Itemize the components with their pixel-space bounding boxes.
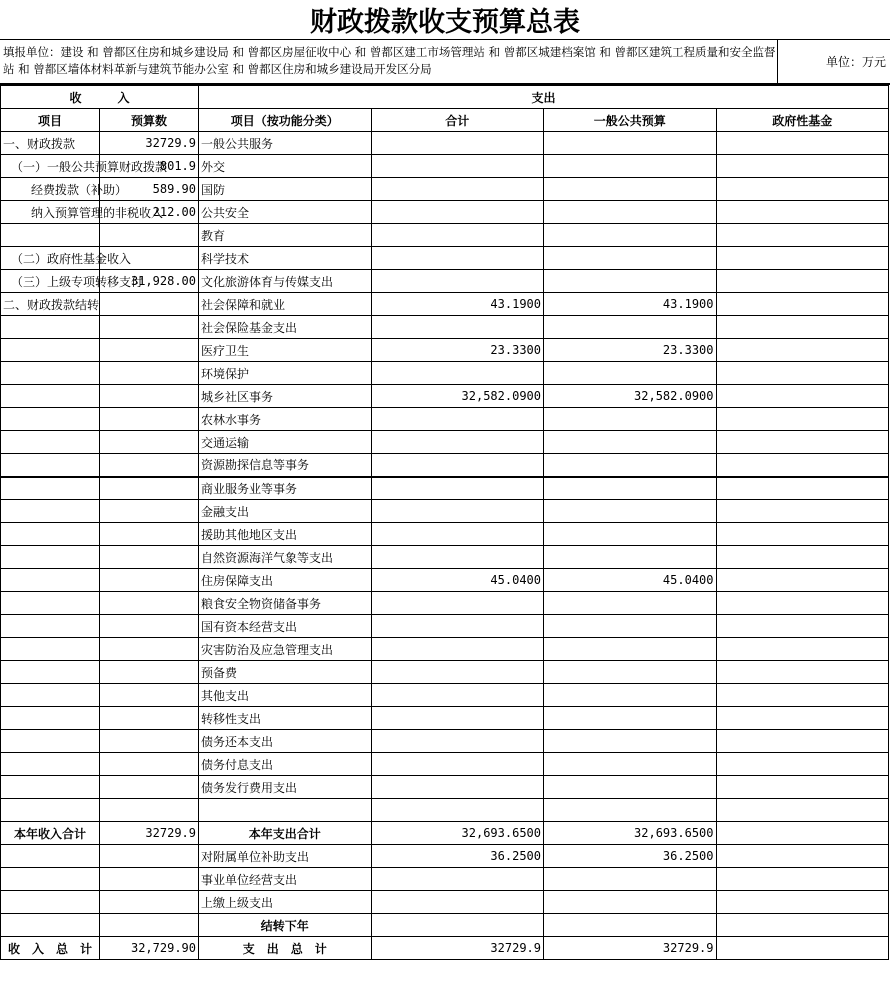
expense-general [544,224,717,247]
income-item [1,362,100,385]
income-item: （三）上级专项转移支付 [1,270,100,293]
expense-total [371,500,544,523]
income-item: （二）政府性基金收入 [1,247,100,270]
income-value [100,477,199,500]
expense-total [371,431,544,454]
col-general: 一般公共预算 [544,109,717,132]
income-item [1,500,100,523]
expense-general [544,178,717,201]
income-value [100,845,199,868]
expense-item: 事业单位经营支出 [199,868,372,891]
expense-general: 32,582.0900 [544,385,717,408]
income-value [100,638,199,661]
expense-total [371,477,544,500]
expense-total [371,546,544,569]
expense-total [371,362,544,385]
expense-item: 国有资本经营支出 [199,615,372,638]
income-value [100,730,199,753]
expense-item: 国防 [199,178,372,201]
expense-item: 转移性支出 [199,707,372,730]
expense-total [371,178,544,201]
expense-item: 债务发行费用支出 [199,776,372,799]
expense-general [544,523,717,546]
expense-item: 社会保障和就业 [199,293,372,316]
income-item [1,684,100,707]
income-item [1,569,100,592]
sheet-header [0,40,890,85]
income-item [1,615,100,638]
income-value [100,592,199,615]
income-value [100,569,199,592]
expense-general [544,201,717,224]
income-item [1,799,100,822]
expense-general [544,155,717,178]
col-func-item: 项目（按功能分类） [199,109,372,132]
grand-income-value: 32,729.90 [100,937,199,960]
income-item [1,592,100,615]
col-total: 合计 [371,109,544,132]
income-value: 32729.9 [100,132,199,155]
grand-expense-label: 支 出 总 计 [199,937,372,960]
expense-fund [716,316,889,339]
income-value [100,868,199,891]
expense-total [371,661,544,684]
col-item: 项目 [1,109,100,132]
expense-general: 43.1900 [544,293,717,316]
expense-fund [716,891,889,914]
income-value [100,799,199,822]
year-expense-general: 32,693.6500 [544,822,717,845]
income-item: 纳入预算管理的非税收入 [1,201,100,224]
carry-forward-label: 结转下年 [199,914,372,937]
table-row [1,500,889,523]
expense-fund [716,362,889,385]
expense-item: 金融支出 [199,500,372,523]
income-item: 经费拨款（补助） [1,178,100,201]
expense-fund [716,155,889,178]
table-row [1,293,889,316]
expense-item: 自然资源海洋气象等支出 [199,546,372,569]
income-item [1,385,100,408]
expense-item: 交通运输 [199,431,372,454]
expense-fund [716,477,889,500]
expense-general [544,891,717,914]
expense-item: 外交 [199,155,372,178]
expense-fund [716,385,889,408]
expense-total [371,224,544,247]
page-title: 财政拨款收支预算总表 [0,0,890,40]
expense-item: 住房保障支出 [199,569,372,592]
grand-total-row [1,937,889,960]
expense-total: 23.3300 [371,339,544,362]
year-total-row [1,822,889,845]
expense-item: 城乡社区事务 [199,385,372,408]
income-item [1,339,100,362]
expense-item: 上缴上级支出 [199,891,372,914]
expense-item: 农林水事务 [199,408,372,431]
expense-fund [716,270,889,293]
income-value: 31,928.00 [100,270,199,293]
income-item [1,316,100,339]
income-value [100,408,199,431]
section-income: 收 入 [1,86,199,109]
expense-item: 债务付息支出 [199,753,372,776]
income-item [1,730,100,753]
expense-total [371,592,544,615]
table-row [1,730,889,753]
table-row [1,592,889,615]
expense-item: 医疗卫生 [199,339,372,362]
income-item [1,891,100,914]
expense-fund [716,730,889,753]
table-row [1,339,889,362]
expense-general [544,500,717,523]
carry-forward-row [1,914,889,937]
expense-fund [716,845,889,868]
income-value [100,684,199,707]
expense-fund [716,753,889,776]
income-value [100,316,199,339]
expense-general [544,868,717,891]
income-item [1,638,100,661]
section-header-row [1,86,889,109]
expense-fund [716,500,889,523]
table-row [1,868,889,891]
expense-general [544,730,717,753]
expense-fund [716,707,889,730]
income-item [1,776,100,799]
income-value [100,523,199,546]
income-item: 二、财政拨款结转 [1,293,100,316]
expense-total [371,776,544,799]
expense-fund [716,638,889,661]
expense-item: 一般公共服务 [199,132,372,155]
grand-income-label: 收 入 总 计 [1,937,100,960]
table-row [1,385,889,408]
expense-item: 文化旅游体育与传媒支出 [199,270,372,293]
expense-total [371,523,544,546]
budget-table [0,85,889,960]
expense-fund [716,868,889,891]
expense-general [544,661,717,684]
col-fund: 政府性基金 [716,109,889,132]
income-value [100,385,199,408]
expense-total: 45.0400 [371,569,544,592]
expense-total [371,753,544,776]
expense-total: 36.2500 [371,845,544,868]
expense-total [371,155,544,178]
expense-item: 商业服务业等事务 [199,477,372,500]
table-row [1,753,889,776]
expense-total [371,730,544,753]
expense-general [544,615,717,638]
expense-item: 科学技术 [199,247,372,270]
expense-item: 粮食安全物资储备事务 [199,592,372,615]
income-item [1,546,100,569]
income-item [1,845,100,868]
expense-fund [716,592,889,615]
table-row [1,661,889,684]
expense-general [544,431,717,454]
expense-total [371,247,544,270]
income-value [100,546,199,569]
income-item [1,523,100,546]
expense-total [371,914,544,937]
section-expense: 支出 [199,86,889,109]
expense-general [544,477,717,500]
table-row [1,247,889,270]
table-row [1,270,889,293]
expense-general [544,799,717,822]
expense-general [544,707,717,730]
year-income-label: 本年收入合计 [1,822,100,845]
year-expense-fund [716,822,889,845]
expense-general [544,914,717,937]
income-value [100,454,199,477]
income-item [1,408,100,431]
expense-general [544,247,717,270]
expense-total [371,638,544,661]
income-item [1,454,100,477]
expense-total: 43.1900 [371,293,544,316]
expense-fund [716,776,889,799]
col-budget: 预算数 [100,109,199,132]
expense-general [544,132,717,155]
income-value: 589.90 [100,178,199,201]
expense-fund [716,684,889,707]
grand-expense-general: 32729.9 [544,937,717,960]
expense-fund [716,408,889,431]
expense-total [371,201,544,224]
income-value [100,224,199,247]
income-item [1,477,100,500]
expense-general [544,753,717,776]
income-value [100,431,199,454]
expense-general [544,454,717,477]
expense-item: 社会保险基金支出 [199,316,372,339]
grand-expense-total: 32729.9 [371,937,544,960]
expense-total [371,868,544,891]
table-row [1,546,889,569]
income-value [100,362,199,385]
table-row [1,316,889,339]
income-value [100,500,199,523]
table-row [1,615,889,638]
expense-fund [716,247,889,270]
expense-fund [716,224,889,247]
year-expense-total: 32,693.6500 [371,822,544,845]
expense-total [371,707,544,730]
expense-item: 公共安全 [199,201,372,224]
income-value [100,339,199,362]
expense-general [544,638,717,661]
column-header-row [1,109,889,132]
table-row [1,155,889,178]
income-value [100,891,199,914]
income-value [100,776,199,799]
expense-general [544,684,717,707]
table-row [1,454,889,477]
expense-total [371,316,544,339]
income-item [1,707,100,730]
expense-fund [716,799,889,822]
expense-general: 36.2500 [544,845,717,868]
grand-expense-fund [716,937,889,960]
income-item [1,753,100,776]
income-item [1,868,100,891]
income-item [1,914,100,937]
expense-item: 灾害防治及应急管理支出 [199,638,372,661]
expense-item: 环境保护 [199,362,372,385]
expense-fund [716,201,889,224]
table-row [1,707,889,730]
expense-general [544,592,717,615]
expense-fund [716,178,889,201]
expense-fund [716,454,889,477]
expense-fund [716,661,889,684]
expense-fund [716,569,889,592]
income-item [1,661,100,684]
income-value: 212.00 [100,201,199,224]
unit-label: 单位：万元 [825,55,886,69]
income-value [100,661,199,684]
expense-fund [716,523,889,546]
expense-general: 45.0400 [544,569,717,592]
expense-fund [716,293,889,316]
filing-unit: 填报单位：建设 和 曾都区住房和城乡建设局 和 曾都区房屋征收中心 和 曾都区建工市场管理站 和 曾都区城建档案馆 和 曾都区建筑工程质量和安全监督站 和 曾都区墙体材料革新与建筑节能办公室 和 曾都区住房和城乡建设局开发区分局 [0,40,778,83]
table-row [1,776,889,799]
expense-item: 援助其他地区支出 [199,523,372,546]
expense-item: 其他支出 [199,684,372,707]
expense-fund [716,339,889,362]
expense-total [371,799,544,822]
income-item [1,224,100,247]
table-row [1,684,889,707]
income-value [100,707,199,730]
expense-item: 预备费 [199,661,372,684]
table-row [1,431,889,454]
expense-fund [716,132,889,155]
expense-total [371,891,544,914]
table-row [1,178,889,201]
expense-general [544,362,717,385]
income-value [100,293,199,316]
table-row [1,362,889,385]
expense-item: 资源勘探信息等事务 [199,454,372,477]
income-value [100,753,199,776]
expense-general [544,546,717,569]
income-item: 一、财政拨款 [1,132,100,155]
expense-fund [716,431,889,454]
income-item: （一）一般公共预算财政拨款 [1,155,100,178]
expense-item: 教育 [199,224,372,247]
income-value: 801.9 [100,155,199,178]
expense-item: 债务还本支出 [199,730,372,753]
expense-fund [716,546,889,569]
table-row [1,638,889,661]
expense-general [544,270,717,293]
expense-general [544,776,717,799]
expense-total [371,615,544,638]
year-income-value: 32729.9 [100,822,199,845]
table-row [1,477,889,500]
table-row [1,523,889,546]
table-row [1,132,889,155]
expense-item [199,799,372,822]
expense-item: 对附属单位补助支出 [199,845,372,868]
expense-total [371,270,544,293]
income-value [100,615,199,638]
table-row [1,408,889,431]
table-row [1,799,889,822]
year-expense-label: 本年支出合计 [199,822,372,845]
expense-total [371,132,544,155]
table-row [1,891,889,914]
table-row [1,224,889,247]
expense-fund [716,615,889,638]
expense-fund [716,914,889,937]
expense-total [371,408,544,431]
expense-general [544,408,717,431]
table-row [1,201,889,224]
table-row [1,845,889,868]
income-value [100,914,199,937]
expense-general [544,316,717,339]
expense-total: 32,582.0900 [371,385,544,408]
expense-total [371,684,544,707]
income-item [1,431,100,454]
table-row [1,569,889,592]
expense-total [371,454,544,477]
expense-general: 23.3300 [544,339,717,362]
